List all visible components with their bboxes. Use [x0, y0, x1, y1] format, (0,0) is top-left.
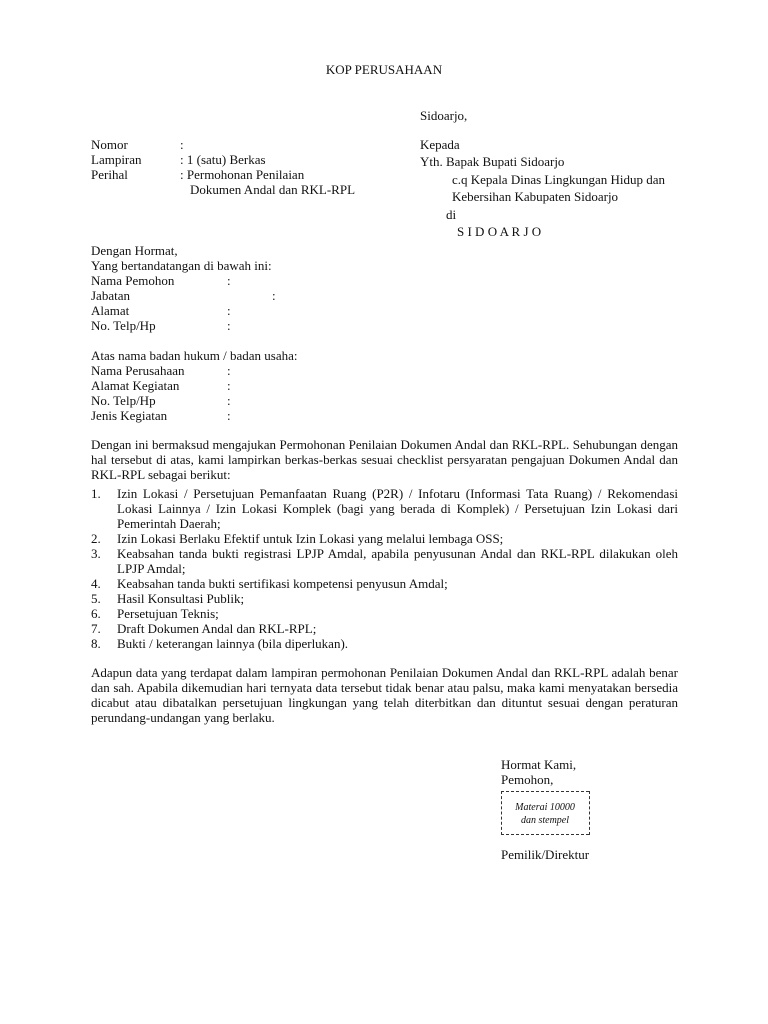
applicant-name-label: Nama Pemohon — [91, 273, 175, 288]
stamp-bottom-border — [501, 834, 589, 835]
list-item — [91, 621, 678, 636]
list-item-text: Hasil Konsultasi Publik; — [117, 591, 245, 606]
intro-text: Yang bertandatangan di bawah ini: — [91, 258, 272, 273]
list-item-text: Persetujuan Teknis; — [117, 606, 219, 621]
applicant-position-colon: : — [272, 288, 276, 303]
list-item — [91, 606, 678, 621]
requirements-list — [91, 486, 678, 651]
list-item-text: Izin Lokasi Berlaku Efektif untuk Izin Lokasi yang melalui lembaga OSS; — [117, 531, 504, 546]
list-item — [91, 636, 678, 651]
recipient-line-4: Kebersihan Kabupaten Sidoarjo — [452, 189, 619, 204]
nomor-value: : — [180, 137, 184, 152]
place-date: Sidoarjo, — [420, 108, 468, 123]
list-item-number: 5. — [91, 591, 101, 606]
list-item-text: Keabsahan tanda bukti registrasi LPJP Amdal, apabila penyusunan Andal dan RKL-RPL dilakukan oleh LPJP Amdal; — [117, 546, 678, 576]
lampiran-label: Lampiran — [91, 152, 142, 167]
list-item-number: 8. — [91, 636, 101, 651]
list-item-number: 2. — [91, 531, 101, 546]
perihal-value-2: Dokumen Andal dan RKL-RPL — [190, 182, 356, 197]
closing-line-2: Pemohon, — [501, 772, 554, 787]
company-phone-colon: : — [227, 393, 231, 408]
applicant-phone-label: No. Telp/Hp — [91, 318, 156, 333]
list-item-text: Draft Dokumen Andal dan RKL-RPL; — [117, 621, 317, 636]
applicant-phone-colon: : — [227, 318, 231, 333]
recipient-line-5: di — [446, 207, 457, 222]
list-item-number: 4. — [91, 576, 101, 591]
company-phone-label: No. Telp/Hp — [91, 393, 156, 408]
body-paragraph-1: Dengan ini bermaksud mengajukan Permohonan Penilaian Dokumen Andal dan RKL-RPL. Sehubungan dengan hal tersebut di atas, kami lampirkan berkas-berkas sesuai checklist persyaratan pengajuan Dokumen Andal dan RKL-RPL sebagai berikut: — [91, 437, 678, 482]
list-item — [91, 546, 678, 576]
list-item-number: 6. — [91, 606, 101, 621]
list-item — [91, 531, 678, 546]
list-item-text: Bukti / keterangan lainnya (bila diperlukan). — [117, 636, 349, 651]
list-item-number: 7. — [91, 621, 101, 636]
applicant-address-colon: : — [227, 303, 231, 318]
company-name-colon: : — [227, 363, 231, 378]
company-name-label: Nama Perusahaan — [91, 363, 185, 378]
stamp-placeholder — [501, 801, 589, 827]
stamp-line-1: Materai 10000 — [515, 802, 575, 813]
letterhead: KOP PERUSAHAAN — [325, 62, 443, 77]
stamp-line-2: dan stempel — [520, 815, 570, 826]
applicant-address-label: Alamat — [91, 303, 130, 318]
company-address-label: Alamat Kegiatan — [91, 378, 180, 393]
recipient-line-2: Yth. Bapak Bupati Sidoarjo — [420, 154, 565, 169]
body-paragraph-2: Adapun data yang terdapat dalam lampiran permohonan Penilaian Dokumen Andal dan RKL-RPL adalah benar dan sah. Apabila dikemudian hari ternyata data tersebut tidak benar atau palsu, maka kami menyatakan bersedia dicabut atau dibatalkan persetujuan lingkungan yang telah diterbitkan dan dituntut sesuai dengan peraturan perundang-undangan yang berlaku. — [91, 665, 678, 725]
recipient-line-1: Kepada — [420, 137, 460, 152]
list-item — [91, 486, 678, 531]
signer-title: Pemilik/Direktur — [501, 847, 590, 862]
applicant-name-colon: : — [227, 273, 231, 288]
applicant-position-label: Jabatan — [91, 288, 130, 303]
list-item-number: 1. — [91, 486, 101, 501]
company-activity-label: Jenis Kegiatan — [91, 408, 168, 423]
list-item — [91, 591, 678, 606]
company-intro: Atas nama badan hukum / badan usaha: — [91, 348, 298, 363]
company-activity-colon: : — [227, 408, 231, 423]
greeting: Dengan Hormat, — [91, 243, 178, 258]
company-address-colon: : — [227, 378, 231, 393]
lampiran-value: : 1 (satu) Berkas — [180, 152, 266, 167]
list-item-text: Keabsahan tanda bukti sertifikasi kompetensi penyusun Amdal; — [117, 576, 448, 591]
recipient-line-6: S I D O A R J O — [457, 224, 542, 239]
closing-line-1: Hormat Kami, — [501, 757, 577, 772]
perihal-value-1: : Permohonan Penilaian — [180, 167, 305, 182]
list-item-text: Izin Lokasi / Persetujuan Pemanfaatan Ruang (P2R) / Infotaru (Informasi Tata Ruang) / Rekomendasi Lokasi Lainnya / Izin Lokasi Komplek (bagi yang berada di Komplek) / Persetujuan Izin Lokasi dari Pemerintah Daerah; — [117, 486, 678, 531]
list-item — [91, 576, 678, 591]
list-item-number: 3. — [91, 546, 101, 561]
nomor-label: Nomor — [91, 137, 128, 152]
perihal-label: Perihal — [91, 167, 128, 182]
recipient-line-3: c.q Kepala Dinas Lingkungan Hidup dan — [452, 172, 666, 187]
